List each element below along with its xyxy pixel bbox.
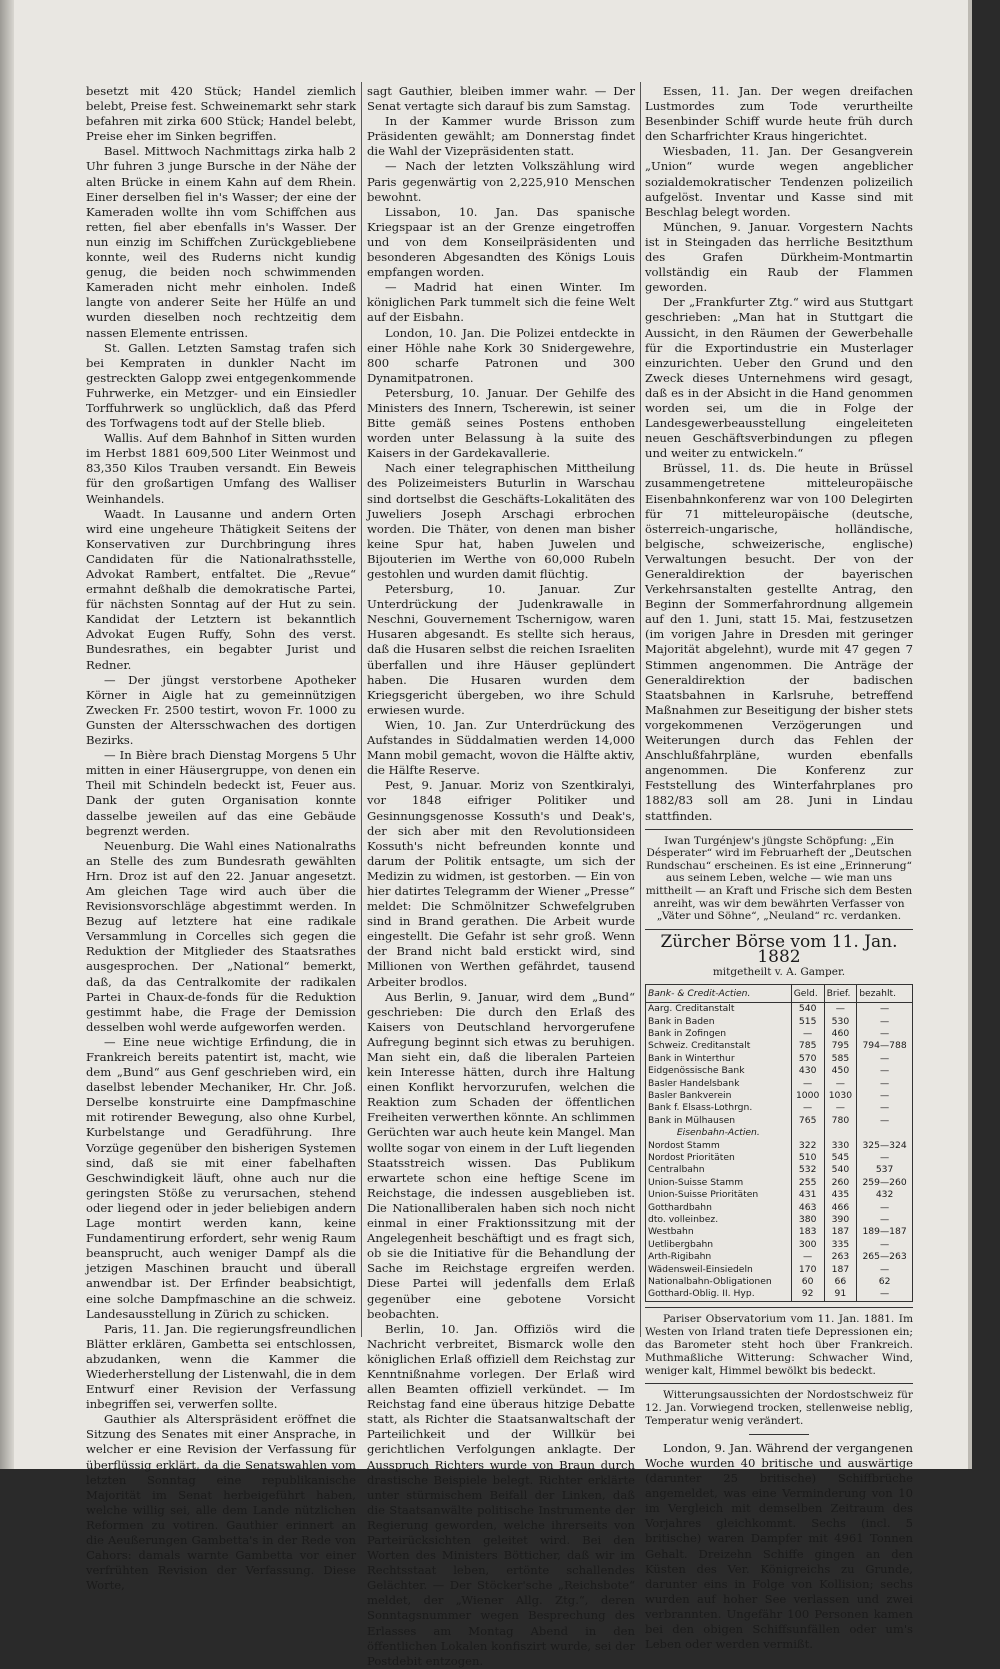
security-name: dto. volleinbez. [646, 1214, 792, 1226]
table-row [646, 1140, 913, 1152]
table-row [646, 1102, 913, 1114]
quote-cell: — [824, 1102, 857, 1114]
table-row [646, 1189, 913, 1201]
column-2 [367, 84, 635, 1669]
table-row [646, 1276, 913, 1288]
quote-cell: — [857, 1288, 913, 1301]
quote-cell: — [857, 1214, 913, 1226]
paragraph: Essen, 11. Jan. Der wegen dreifachen Lustmordes zum Tode verurtheilte Besenbinder Schiff wurde heute früh durch den Scharfrichter Kraus hingerichtet. [645, 84, 913, 144]
quote-cell: 532 [791, 1164, 824, 1176]
security-name: Gotthardbahn [646, 1202, 792, 1214]
table-row [646, 1078, 913, 1090]
paragraph: Aus Berlin, 9. Januar, wird dem „Bund“ geschrieben: Die durch den Erlaß des Kaisers von Deutschland hervorgerufene Aufregung beginnt sich etwas zu beruhigen. Man sieht ein, daß die liberalen Parteien kein Interesse hätten, durch ihre Haltung einen Konflikt hervorzurufen, welchen die Reaktion zum Schaden der öffentlichen Freiheiten verwerthen könnte. An schlimmen Gerüchten war auch heute kein Mangel. Man wollte sogar von einem in der Luft liegenden Staatsstreich wissen. Das Publikum erwartete schon eine heftige Scene im Reichstage, die indessen ausgeblieben ist. Die Nationalliberalen haben sich noch nicht einmal in einer Fraktionssitzung mit der Angelegenheit beschäftigt und es fragt sich, ob sie die Initiative für die Behandlung der Sache im Reichstage ergreifen werden. Diese Partei will jedenfalls dem Erlaß gegenüber eine gebotene Vorsicht beobachten. [367, 989, 635, 1321]
quote-cell: 450 [824, 1065, 857, 1077]
security-name: Schweiz. Creditanstalt [646, 1040, 792, 1052]
divider [749, 1434, 809, 1435]
table-row [646, 1065, 913, 1077]
column-rule [361, 82, 362, 1337]
paragraph: In der Kammer wurde Brisson zum Präsidenten gewählt; am Donnerstag findet die Wahl der Vizepräsidenten statt. [367, 114, 635, 159]
paragraph: St. Gallen. Letzten Samstag trafen sich bei Kempraten in dunkler Nacht im gestreckten Galopp zwei entgegenkommende Fuhrwerke, ein Metzger- und ein Einsiedler Torffuhrwerk so unglücklich, daß das Pferd des Torfwagens todt auf der Stelle blieb. [86, 340, 356, 431]
paragraph: sagt Gauthier, bleiben immer wahr. — Der Senat vertagte sich darauf bis zum Samstag. [367, 84, 635, 114]
boerse-table-body [646, 1003, 913, 1302]
quote-cell: 322 [791, 1140, 824, 1152]
security-name: Uetlibergbahn [646, 1239, 792, 1251]
table-row [646, 1202, 913, 1214]
binding-gutter [0, 0, 14, 1469]
paragraph: Lissabon, 10. Jan. Das spanische Kriegspaar ist an der Grenze eingetroffen und von dem Konseilpräsidenten und besonderen Abgesandten des Königs Louis empfangen worden. [367, 204, 635, 280]
quote-cell: 390 [824, 1214, 857, 1226]
paragraph: Paris, 11. Jan. Die regierungsfreundlichen Blätter erklären, Gambetta sei entschlossen, abzudanken, wenn die Kammer die Wiederherstellung der Listenwahl, die in dem Entwurf einer Revision der Verfassung inbegriffen sei, verwerfen sollte. [86, 1321, 356, 1412]
table-row [646, 1040, 913, 1052]
quote-cell: 60 [791, 1276, 824, 1288]
paragraph: Der „Frankfurter Ztg.“ wird aus Stuttgart geschrieben: „Man hat in Stuttgart die Aussicht, in den Räumen der Gewerbehalle für die Exportindustrie ein Musterlager einzurichten. Ueber den Grund und den Zweck dieses Unternehmens wird gesagt, daß es in der Absicht in die Hand genommen worden sei, um die in Folge der Landesgewerbeausstellung eingeleiteten neuen Geschäftsverbindungen zu pflegen und weiter zu entwickeln.“ [645, 295, 913, 461]
paragraph: besetzt mit 420 Stück; Handel ziemlich belebt, Preise fest. Schweinemarkt sehr stark befahren mit zirka 600 Stück; Handel belebt, Preise eher im Sinken begriffen. [86, 84, 356, 144]
security-name: Bank in Winterthur [646, 1053, 792, 1065]
security-name: Wädensweil-Einsiedeln [646, 1264, 792, 1276]
table-row [646, 1115, 913, 1127]
quote-cell: 510 [791, 1152, 824, 1164]
divider [645, 829, 913, 830]
quote-cell: — [857, 1239, 913, 1251]
security-name: Basler Bankverein [646, 1090, 792, 1102]
quote-cell: 335 [824, 1239, 857, 1251]
table-row [646, 1164, 913, 1176]
quote-cell: 537 [857, 1164, 913, 1176]
quote-cell: 460 [824, 1028, 857, 1040]
quote-cell: — [791, 1102, 824, 1114]
table-row [646, 1090, 913, 1102]
paragraph: Neuenburg. Die Wahl eines Nationalraths an Stelle des zum Bundesrath gewählten Hrn. Droz ist auf den 22. Januar angesetzt. Am gleichen Tage wird auch über die Revisionsvorschläge abgestimmt werden. In Bezug auf letztere hat eine radikale Versammlung in Corcelles sich gegen die Reduktion der Mitglieder des Staatsrathes ausgesprochen. Der „National“ bemerkt, daß, da das Centralkomite der radikalen Partei in Chaux-de-fonds für die Reduktion gestimmt habe, die Frage der Demission desselben wohl werde aufgeworfen werden. [86, 838, 356, 1034]
paragraph: Pest, 9. Januar. Moriz von Szentkiralyi, vor 1848 eifriger Politiker und Gesinnungsgenosse Kossuth's und Deak's, der sich aber mit den Revolutionsideen Kossuth's nicht befreunden konnte und darum der Politik entsagte, um sich der Medizin zu widmen, ist gestorben. — Ein von hier datirtes Telegramm der Wiener „Presse“ meldet: Die Schmölnitzer Schwefelgruben sind in Brand gerathen. Die Arbeit wurde eingestellt. Die Gefahr ist sehr groß. Wenn der Brand nicht bald erstickt wird, sind Millionen von Werthen gefährdet, tausend Arbeiter brodlos. [367, 778, 635, 989]
table-row [646, 1239, 913, 1251]
quote-cell: 325—324 [857, 1140, 913, 1152]
security-name: Bank f. Elsass-Lothrgn. [646, 1102, 792, 1114]
paragraph: — In Bière brach Dienstag Morgens 5 Uhr mitten in einer Häusergruppe, von denen ein Theil mit Schindeln bedeckt ist, Feuer aus. Dank der guten Organisation konnte dasselbe jeweilen auf das eine Gebäude begrenzt werden. [86, 748, 356, 838]
security-name: Bank in Baden [646, 1016, 792, 1028]
column-header: bezahlt. [857, 985, 913, 1003]
quote-cell: 380 [791, 1214, 824, 1226]
table-category-row [646, 1127, 913, 1139]
paragraph: Petersburg, 10. Januar. Zur Unterdrückung der Judenkrawalle in Neschni, Gouvernement Tschernigow, waren Husaren abgesandt. Es stellte sich heraus, daß die Husaren selbst die reichen Israeliten überfallen und ihre Häuser geplündert haben. Die Husaren wurden dem Kriegsgericht übergeben, wo ihre Schuld erwiesen wurde. [367, 582, 635, 717]
paragraph: London, 10. Jan. Die Polizei entdeckte in einer Höhle nahe Kork 30 Snidergewehre, 800 scharfe Patronen und 300 Dynamitpatronen. [367, 325, 635, 385]
paragraph: Nach einer telegraphischen Mittheilung des Polizeimeisters Buturlin in Warschau sind dortselbst die Geschäfts-Lokalitäten des Juweliers Joseph Arschagi erbrochen worden. Die Thäter, von denen man bisher keine Spur hat, haben Juwelen und Bijouterien im Werthe von 60,000 Rubeln gestohlen und wurden damit flüchtig. [367, 461, 635, 581]
paragraph: Gauthier als Alterspräsident eröffnet die Sitzung des Senates mit einer Ansprache, in welcher er eine Revision der Verfassung für überflüssig erklärt, da die Senatswahlen vom letzten Sonntag eine republikanische Majorität im Senat herbeigeführt haben, welche willig sei, alle dem Lande nützlichen Reformen zu votiren. Gauthier erinnert an die Aeußerungen Gambetta's in der Rede von Cahors: damals warnte Gambetta vor einer verfrühten Revision der Verfassung. Diese Worte, [86, 1412, 356, 1593]
security-name: Nationalbahn-Obligationen [646, 1276, 792, 1288]
quote-cell: 170 [791, 1264, 824, 1276]
quote-cell: 300 [791, 1239, 824, 1251]
table-row [646, 1028, 913, 1040]
quote-cell: 187 [824, 1264, 857, 1276]
security-name: Westbahn [646, 1226, 792, 1238]
table-row [646, 1177, 913, 1189]
paragraph: Waadt. In Lausanne und andern Orten wird eine ungeheure Thätigkeit Seitens der Konservativen zur Durchbringung ihres Candidaten für die Nationalrathsstelle, Advokat Rambert, entfaltet. Die „Revue“ ermahnt deßhalb die demokratische Partei, für nächsten Sonntag auf der Hut zu sein. Kandidat der Letztern ist bekanntlich Advokat Eugen Ruffy, Sohn des verst. Bundesrathes, ein begabter Jurist und Redner. [86, 506, 356, 672]
security-name: Bank in Mülhausen [646, 1115, 792, 1127]
quote-cell: 515 [791, 1016, 824, 1028]
quote-cell: — [791, 1028, 824, 1040]
column-1 [86, 84, 356, 1593]
quote-cell: 189—187 [857, 1226, 913, 1238]
paragraph: Wiesbaden, 11. Jan. Der Gesangverein „Union“ wurde wegen angeblicher sozialdemokratischer Tendenzen polizeilich aufgelöst. Inventar und Kasse sind mit Beschlag belegt worden. [645, 144, 913, 219]
quote-cell: 780 [824, 1115, 857, 1127]
security-name: Basler Handelsbank [646, 1078, 792, 1090]
divider [645, 929, 913, 930]
table-row [646, 1214, 913, 1226]
quote-cell: 255 [791, 1177, 824, 1189]
quote-cell: 466 [824, 1202, 857, 1214]
quote-cell: — [857, 1078, 913, 1090]
paragraph: — Nach der letzten Volkszählung wird Paris gegenwärtig von 2,225,910 Menschen bewohnt. [367, 159, 635, 204]
paragraph: Wallis. Auf dem Bahnhof in Sitten wurden im Herbst 1881 609,500 Liter Weinmost und 83,350 Kilos Trauben versandt. Ein Beweis für den großartigen Umfang des Walliser Weinhandels. [86, 431, 356, 506]
paragraph: Wien, 10. Jan. Zur Unterdrückung des Aufstandes in Süddalmatien werden 14,000 Mann mobil gemacht, wovon die Hälfte aktiv, die Hälfte Reserve. [367, 717, 635, 778]
quote-cell: — [824, 1078, 857, 1090]
security-name: Eidgenössische Bank [646, 1065, 792, 1077]
table-row [646, 1016, 913, 1028]
paragraph: Basel. Mittwoch Nachmittags zirka halb 2 Uhr fuhren 3 junge Bursche in der Nähe der alten Brücke in einem Kahn auf dem Rhein. Einer derselben fiel in's Wasser; der eine der Kameraden wollte ihn vom Schiffchen aus retten, fiel aber ebenfalls in's Wasser. Der nun einzig im Schiffchen Zurückgebliebene konnte, weil des Ruderns nicht kundig genug, die beiden noch schwimmenden Kameraden nicht mehr einholen. Indeß langte von anderer Seite her Hülfe an und wurden dieselben noch rechtzeitig dem nassen Elemente entrissen. [86, 144, 356, 340]
quote-cell: 187 [824, 1226, 857, 1238]
quote-cell: 435 [824, 1189, 857, 1201]
paragraph: München, 9. Januar. Vorgestern Nachts ist in Steingaden das herrliche Besitzthum des Grafen Dürkheim-Montmartin vollständig ein Raub der Flammen geworden. [645, 219, 913, 295]
empty-cell [791, 1127, 824, 1139]
quote-cell: 263 [824, 1251, 857, 1263]
table-row [646, 1264, 913, 1276]
divider [645, 1383, 913, 1384]
quote-cell: — [857, 1115, 913, 1127]
divider [645, 1307, 913, 1308]
column-header: Brief. [824, 985, 857, 1003]
quote-cell: 463 [791, 1202, 824, 1214]
observatorium-report: Pariser Observatorium vom 11. Jan. 1881. Im Westen von Irland traten tiefe Depressionen ein; das Barometer steht hoch über Frankreich. Muthmaßliche Witterung: Schwacher Wind, weniger kalt, Himmel bewölkt bis bedeckt. [645, 1312, 913, 1377]
quote-cell: — [857, 1065, 913, 1077]
quote-cell: — [857, 1090, 913, 1102]
boerse-subtitle: mitgetheilt v. A. Gamper. [712, 965, 846, 978]
quote-cell: — [824, 1003, 857, 1016]
quote-cell: — [857, 1003, 913, 1016]
quote-cell: — [857, 1152, 913, 1164]
quote-cell: 785 [791, 1040, 824, 1052]
quote-cell: 765 [791, 1115, 824, 1127]
empty-cell [824, 1127, 857, 1139]
quote-cell: 570 [791, 1053, 824, 1065]
paragraph: Brüssel, 11. ds. Die heute in Brüssel zusammengetretene mitteleuropäische Eisenbahnkonferenz war von 100 Delegirten für 71 mitteleuropäische (deutsche, österreich-ungarische, holländische, belgische, schweizerische, englische) Verwaltungen besucht. Der von der Generaldirektion der bayerischen Verkehrsanstalten gestellte Antrag, den Beginn der Sommerfahrordnung allgemein auf den 1. Juni, statt 15. Mai, festzusetzen (im vorigen Jahre in Dresden mit geringer Majorität abgelehnt), wurde mit 47 gegen 7 Stimmen angenommen. Die Anträge der Generaldirektion der badischen Staatsbahnen in Karlsruhe, betreffend Maßnahmen zur Beseitigung der bisher stets vorgekommenen Verzögerungen und Weiterungen durch das Fehlen der Anschlußfahrpläne, wurden ebenfalls angenommen. Die Konferenz zur Feststellung des Winterfahrplanes pro 1882/83 soll am 28. Juni in Lindau stattfinden. [645, 461, 913, 823]
quote-cell: 1030 [824, 1090, 857, 1102]
quote-cell: 540 [824, 1164, 857, 1176]
paragraph: — Der jüngst verstorbene Apotheker Körner in Aigle hat zu gemeinnützigen Zwecken Fr. 2500 testirt, wovon Fr. 1000 zu Gunsten der Altersschwachen des dortigen Bezirks. [86, 672, 356, 748]
table-row [646, 1053, 913, 1065]
quote-cell: 540 [791, 1003, 824, 1016]
paragraph: London, 9. Jan. Während der vergangenen Woche wurden 40 britische und auswärtige (darunter 25 britische) Schiffbrüche angemeldet, was eine Verminderung von 10 im Vergleich mit demselben Zeitraum des Vorjahres gleichkommt. Sechs (incl. 5 britische) waren Dampfer mit 4961 Tonnen Gehalt. Dreizehn Schiffe gingen an den Küsten des Ver. Königreichs zu Grunde, darunter eins in Folge von Kollision; sechs wurden auf hoher See verlassen und zwei verbrannten. Ungefähr 100 Personen kamen bei den obigen Schiffsunfällen oder um's Leben oder werden vermißt. [645, 1440, 913, 1652]
quote-cell: 432 [857, 1189, 913, 1201]
quote-cell: 795 [824, 1040, 857, 1052]
column-3 [645, 84, 913, 1652]
boerse-table [645, 984, 913, 1302]
paragraph: — Madrid hat einen Winter. Im königlichen Park tummelt sich die feine Welt auf der Eisbahn. [367, 280, 635, 325]
quote-cell: — [857, 1016, 913, 1028]
quote-cell: 259—260 [857, 1177, 913, 1189]
security-name: Nordost Stamm [646, 1140, 792, 1152]
boerse-title: Zürcher Börse vom 11. Jan. 1882 [660, 931, 898, 967]
quote-cell: 91 [824, 1288, 857, 1301]
paragraph: Berlin, 10. Jan. Offiziös wird die Nachricht verbreitet, Bismarck wolle den königlichen Erlaß offiziell dem Reichstag zur Kenntnißnahme vorlegen. Der Erlaß wird allen Beamten offiziell verkündet. — Im Reichstag fand eine überaus hitzige Debatte statt, als Richter die Staatsanwaltschaft der Parteilichkeit und der Willkür bei gerichtlichen Verfolgungen anklagte. Der Ausspruch Richters wurde von Braun durch drastische Beispiele belegt. Richter erklärte unter stürmischem Beifall der Linken, daß die Staatsanwälte politische Instrumente der Regierung geworden, welche ihrerseits von Parteirücksichten geleitet wird. Bei den Worten des Ministers Bötticher, daß wir im Rechtsstaat leben, ertönte schallendes Gelächter. — Der Stöcker'sche „Reichsbote“ meldet, der „Wiener Allg. Ztg.“, deren Sonntagsnummer wegen Besprechung des Erlasses am Montag Abend in den öffentlichen Lokalen konfiszirt wurde, sei der Postdebit entzogen. [367, 1321, 635, 1668]
empty-cell [857, 1127, 913, 1139]
security-name: Bank in Zofingen [646, 1028, 792, 1040]
quote-cell: 431 [791, 1189, 824, 1201]
security-name: Centralbahn [646, 1164, 792, 1176]
quote-cell: — [791, 1078, 824, 1090]
quote-cell: 545 [824, 1152, 857, 1164]
quote-cell: — [857, 1102, 913, 1114]
table-row [646, 1226, 913, 1238]
quote-cell: 92 [791, 1288, 824, 1301]
quote-cell: 260 [824, 1177, 857, 1189]
quote-cell: 430 [791, 1065, 824, 1077]
quote-cell: — [791, 1251, 824, 1263]
quote-cell: 265—263 [857, 1251, 913, 1263]
paragraph: Petersburg, 10. Januar. Der Gehilfe des Ministers des Innern, Tscherewin, ist seiner Bitte gemäß seines Postens enthoben worden unter Belassung à la suite des Kaisers in der Gardekavallerie. [367, 385, 635, 461]
paragraph: — Eine neue wichtige Erfindung, die in Frankreich bereits patentirt ist, macht, wie dem „Bund“ aus Genf geschrieben wird, ein daselbst lebender Mechaniker, Hr. Chr. Joß. Derselbe konstruirte eine Dampfmaschine mit rotirender Bewegung, also ohne Kurbel, Kurbelstange und Geradführung. Ihre Vorzüge gegenüber den bisherigen Systemen sind, daß sie mit einer fabelhaften Geschwindigkeit läuft, ohne auch nur die geringsten Stöße zu verursachen, stehend oder liegend oder in jeder beliebigen andern Lage montirt werden kann, keine Fundamentirung erfordert, sehr wenig Raum beansprucht, auch weniger Dampf als die jetzigen Maschinen braucht und überall anwendbar ist. Der Erfinder beabsichtigt, eine solche Dampfmaschine an die schweiz. Landesausstellung in Zürich zu schicken. [86, 1034, 356, 1321]
quote-cell: 66 [824, 1276, 857, 1288]
security-name: Nordost Prioritäten [646, 1152, 792, 1164]
quote-cell: — [857, 1053, 913, 1065]
quote-cell: 62 [857, 1276, 913, 1288]
quote-cell: — [857, 1028, 913, 1040]
table-row [646, 1251, 913, 1263]
security-name: Aarg. Creditanstalt [646, 1003, 792, 1016]
column-header: Geld. [791, 985, 824, 1003]
quote-cell: 183 [791, 1226, 824, 1238]
quote-cell: — [857, 1264, 913, 1276]
table-row [646, 1003, 913, 1016]
weather-outlook: Witterungsaussichten der Nordostschweiz für 12. Jan. Vorwiegend trocken, stellenweise neblig, Temperatur wenig verändert. [645, 1388, 913, 1427]
quote-cell: 585 [824, 1053, 857, 1065]
security-name: Arth-Rigibahn [646, 1251, 792, 1263]
turgenjew-notice: Iwan Turgénjew's jüngste Schöpfung: „Ein Désperater“ wird im Februarheft der „Deutschen Rundschau“ erscheinen. Es ist eine „Erinnerung“ aus seinem Leben, welche — wie man uns mittheilt — an Kraft und Frische sich dem Besten anreiht, was wir dem bewährten Verfasser von „Väter und Söhne“, „Neuland“ rc. verdanken. [645, 834, 913, 923]
table-row [646, 1152, 913, 1164]
quote-cell: 530 [824, 1016, 857, 1028]
column-rule [640, 82, 641, 1337]
table-row [646, 1288, 913, 1301]
security-name: Union-Suisse Prioritäten [646, 1189, 792, 1201]
quote-cell: 794—788 [857, 1040, 913, 1052]
quote-cell: 1000 [791, 1090, 824, 1102]
quote-cell: 330 [824, 1140, 857, 1152]
column-header: Bank- & Credit-Actien. [646, 985, 792, 1003]
quote-cell: — [857, 1202, 913, 1214]
security-name: Union-Suisse Stamm [646, 1177, 792, 1189]
security-name: Gotthard-Oblig. II. Hyp. [646, 1288, 792, 1301]
category-label: Eisenbahn-Actien. [646, 1127, 792, 1139]
